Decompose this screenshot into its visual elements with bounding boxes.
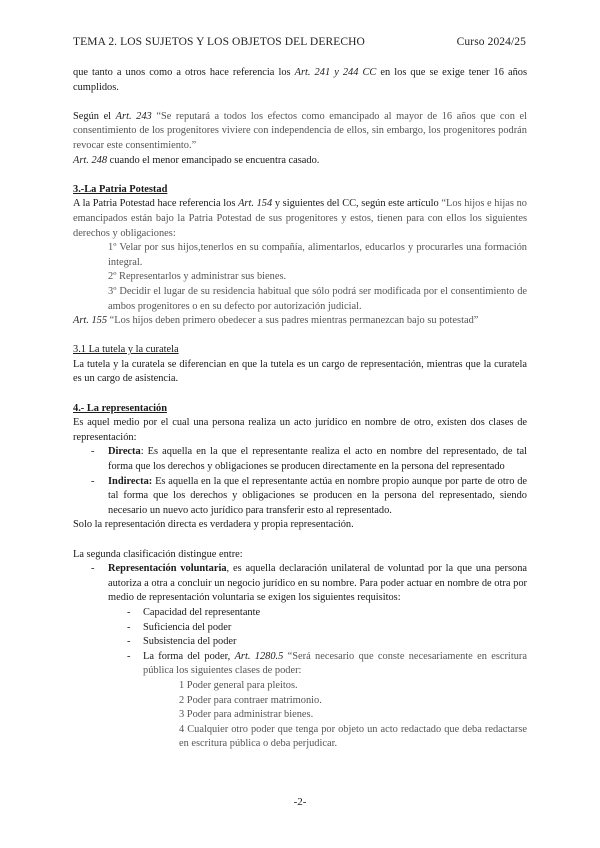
paragraph-segunda: La segunda clasificación distingue entre: bbox=[73, 548, 243, 560]
article-citation: Art. 154 bbox=[238, 198, 273, 210]
paragraph-art243: Según el Art. 243 “Se reputará a todos los efectos como emancipado al mayor de 16 años que con el consentimiento de los progenitores viviere con independencia de ellos, sin embargo, los progenitores podrán revocar este consentimiento.” bbox=[73, 110, 528, 151]
section-title-tutela: 3.1 La tutela y la curatela bbox=[73, 344, 179, 356]
list-item-requisito: - Subsistencia del poder bbox=[73, 635, 527, 650]
paragraph-art155 bbox=[73, 314, 527, 329]
article-citation: Art. 241 y 244 CC bbox=[294, 67, 377, 78]
section-title-representacion: 4.- La representación bbox=[73, 402, 167, 414]
legal-quote: “Será necesario que conste necesariamente en escritura pública los siguientes clases de poder: bbox=[143, 650, 527, 677]
list-item: 2º Representarlos y administrar sus bienes. bbox=[108, 271, 287, 283]
legal-quote: “Se reputará a todos los efectos como emancipado al mayor de 16 años que con el consentimiento de los progenitores viviere con independencia de ellos, sin embargo, los progenitores podrán revocar este consentimiento.” bbox=[73, 110, 528, 151]
list-item-poder: 2 Poder para contraer matrimonio. bbox=[179, 694, 322, 706]
article-citation: Art. 155 bbox=[73, 315, 108, 327]
list-item-requisito: - Capacidad del representante bbox=[73, 606, 527, 621]
list-item-poder: 1 Poder general para pleitos. bbox=[179, 679, 298, 691]
list-item: 3º Decidir el lugar de su residencia habitual que sólo podrá ser modificada por el consentimiento de ambos progenitores o en su defecto por autorización judicial. bbox=[108, 285, 527, 312]
document-body bbox=[73, 66, 527, 752]
paragraph-art248: Art. 248 cuando el menor emancipado se encuentra casado. bbox=[73, 154, 320, 166]
list-item-indirecta: - Indirecta: Es aquella en la que el representante actúa en nombre propio aunque por parte de otro de tal forma que los derechos y obligaciones se producen en la persona del representado, siendo necesario un nuevo acto jurídico para transferir esto al representado. bbox=[73, 475, 527, 519]
paragraph-representacion: Es aquel medio por el cual una persona realiza un acto jurídico en nombre de otro, existen dos clases de representación: bbox=[73, 417, 527, 443]
section-title-patria-potestad: 3.-La Patria Potestad bbox=[73, 183, 168, 195]
paragraph-intro: que tanto a unos como a otros hace referencia los Art. 241 y 244 CC en los que se exige tener 16 años cumplidos. bbox=[73, 67, 527, 93]
paragraph-patria-potestad: A la Patria Potestad hace referencia los Art. 154 y siguientes del CC, según este artículo “Los hijos e hijas no emancipados están bajo la Patria Potestad de sus progenitores y estos, tienen para con ellos los siguientes derechos y obligaciones: bbox=[73, 198, 527, 239]
list-item-voluntaria: - Representación voluntaria, es aquella declaración unilateral de voluntad por la que una persona autoriza a otra a concluir un negocio jurídico en su nombre. Para poder actuar en nombre de otra por medio de representación voluntaria se exigen los siguientes requisitos: bbox=[73, 562, 527, 606]
legal-quote: “Los hijos e hijas no emancipados están bajo la Patria Potestad de sus progenitores y estos, tienen para con ellos los siguientes derechos y obligaciones: bbox=[73, 198, 527, 239]
legal-quote: “Los hijos deben primero obedecer a sus padres mientras permanezcan bajo su potestad” bbox=[107, 315, 479, 327]
list-item-poder: 4 Cualquier otro poder que tenga por objeto un acto redactado que deba redactarse en escritura pública o deba perjudicar. bbox=[179, 723, 527, 750]
header-title: TEMA 2. LOS SUJETOS Y LOS OBJETOS DEL DERECHO bbox=[73, 36, 365, 48]
list-item-forma-poder: - La forma del poder, Art. 1280.5 “Será necesario que conste necesariamente en escritura pública los siguientes clases de poder: bbox=[73, 650, 527, 679]
list-item: 1º Velar por sus hijos,tenerlos en su compañía, alimentarlos, educarlos y procurarles una formación integral. bbox=[108, 242, 527, 268]
list-item-directa: - Directa: Es aquella en la que el representante realiza el acto en nombre del representado, de tal forma que los derechos y obligaciones se producen directamente en la persona del representado bbox=[73, 445, 527, 474]
article-citation: Art. 243 bbox=[115, 110, 152, 122]
article-citation: Art. 248 bbox=[73, 154, 108, 166]
paragraph-tutela: La tutela y la curatela se diferencian en que la tutela es un cargo de representación, mientras que la curatela es un cargo de asistencia. bbox=[73, 358, 527, 385]
page-number: -2- bbox=[293, 796, 307, 808]
header-course: Curso 2024/25 bbox=[456, 36, 526, 48]
list-item-requisito: - Suficiencia del poder bbox=[73, 621, 527, 636]
list-item-poder: 3 Poder para administrar bienes. bbox=[179, 709, 314, 721]
article-citation: Art. 1280.5 bbox=[234, 650, 284, 662]
paragraph-solo: Solo la representación directa es verdadera y propia representación. bbox=[73, 519, 354, 531]
